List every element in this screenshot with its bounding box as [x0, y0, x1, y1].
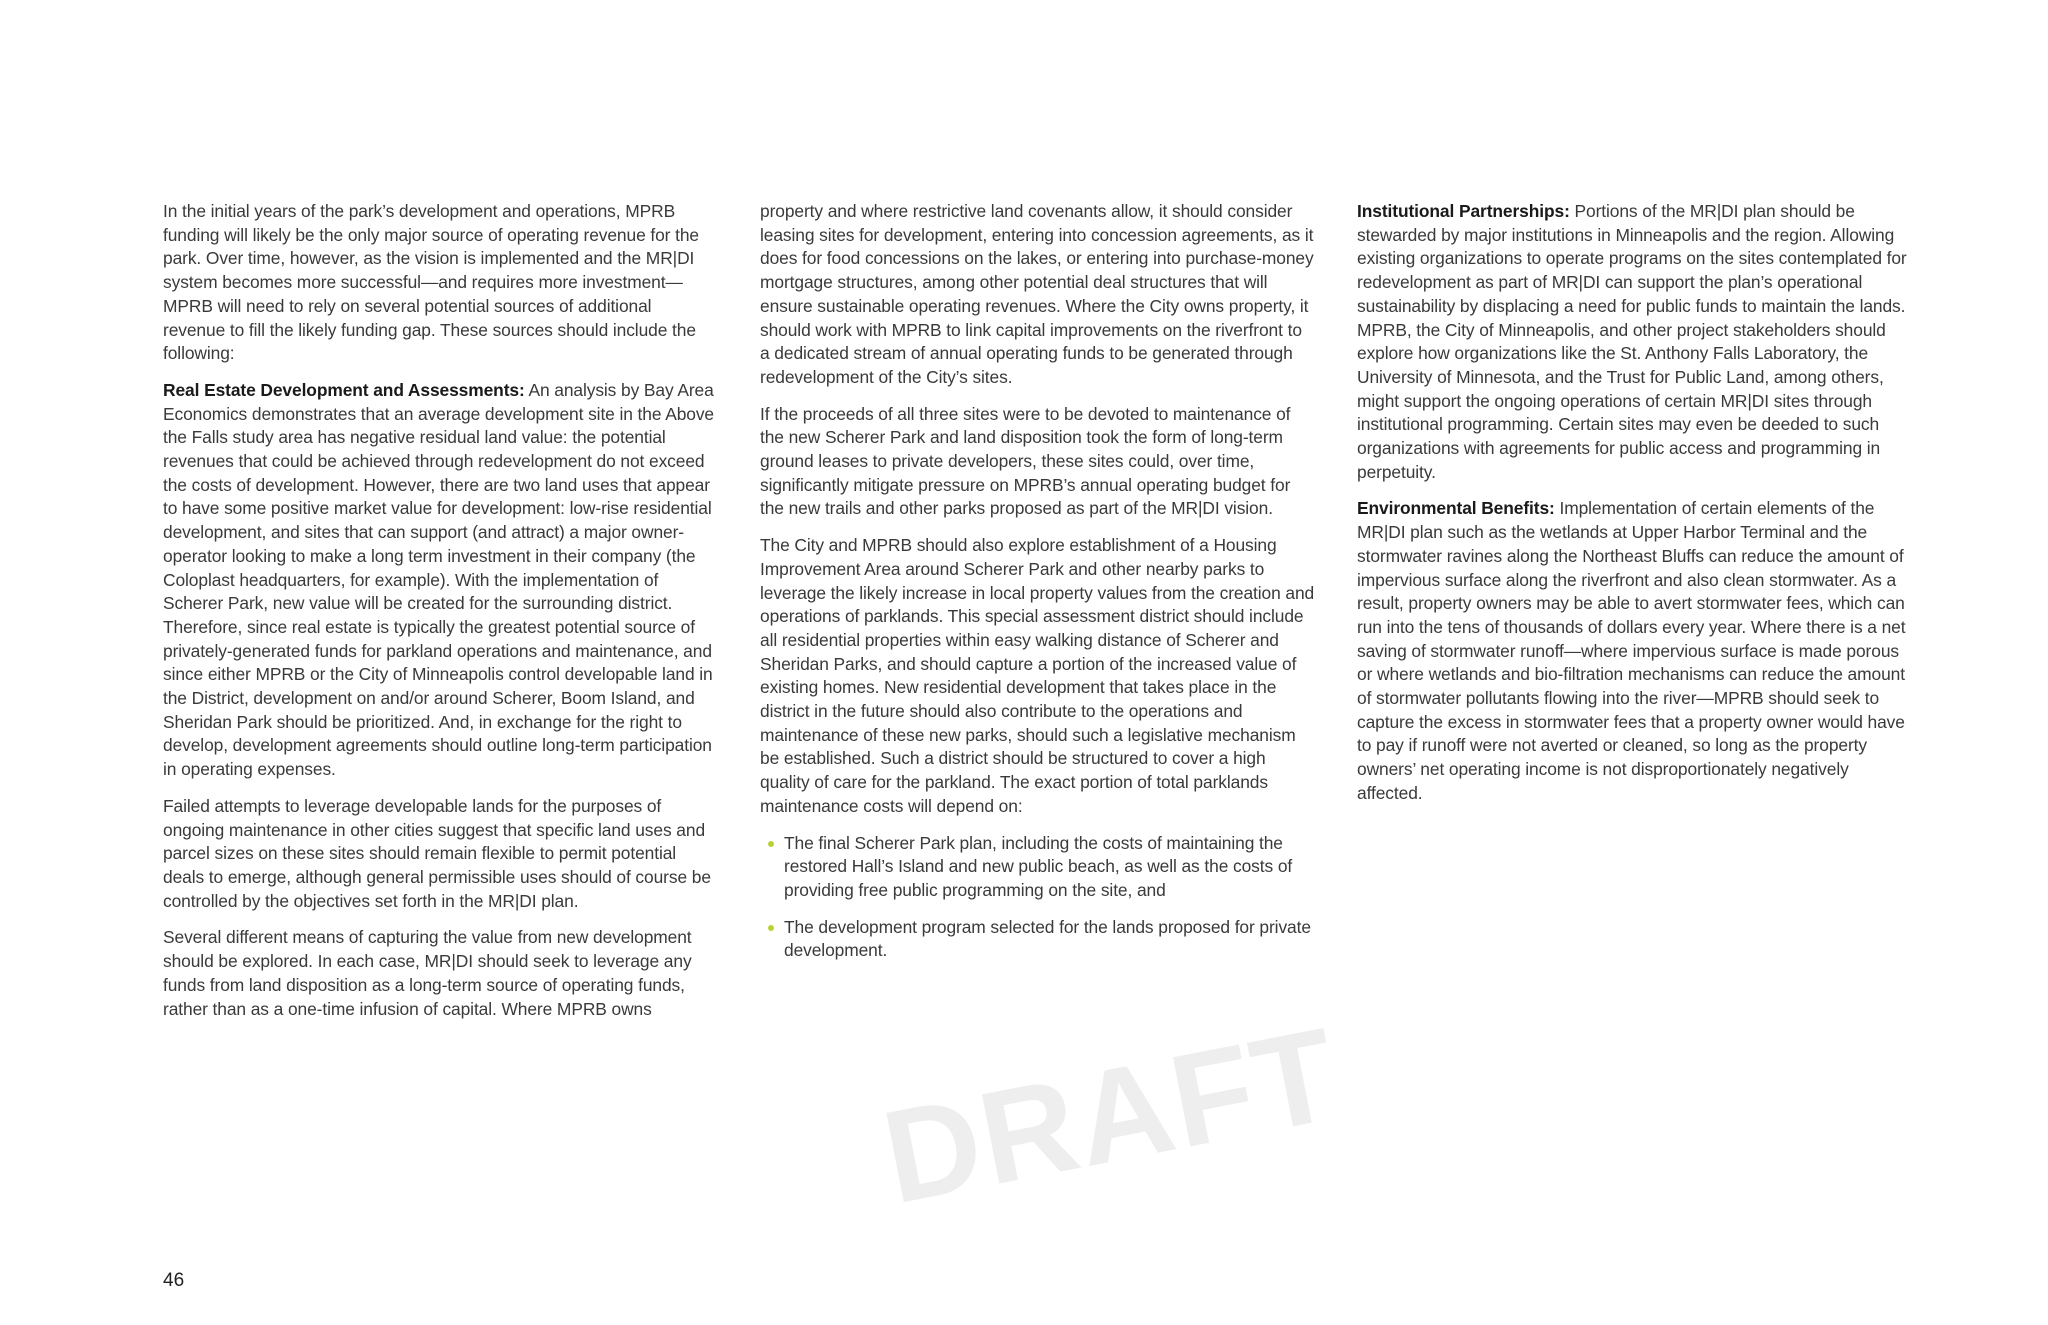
- capture-value-paragraph: Several different means of capturing the value from new development should be explored. In each case, MR|DI should seek to leverage any funds from land disposition as a long-term source of operating funds, rather than as a one-time infusion of capital. Where MPRB owns: [163, 927, 692, 1019]
- failed-attempts-paragraph: Failed attempts to leverage developable lands for the purposes of ongoing maintenance in other cities suggest that specific land uses and parcel sizes on these sites should remain flexible to permit potential deals to emerge, although general permissible uses should of course be controlled by the objectives set forth in the MR|DI plan.: [163, 795, 711, 911]
- list-item-text: The development program selected for the lands proposed for private development.: [784, 916, 1311, 961]
- property-paragraph: property and where restrictive land covenants allow, it should consider leasing sites for development, entering into concession agreements, as it does for food concessions on the lakes, or entering into purchase-money mortgage structures, among other potential deal structures that will ensure sustainable operating revenues. Where the City owns property, it should work with MPRB to link capital improvements on the riverfront to a dedicated stream of annual operating funds to be generated through redevelopment of the City’s sites.: [760, 201, 1314, 387]
- draft-watermark: DRAFT: [872, 999, 1350, 1232]
- institutional-partnerships-heading: Institutional Partnerships:: [1357, 201, 1570, 221]
- text-column-right: [1357, 200, 1912, 819]
- intro-paragraph: In the initial years of the park’s development and operations, MPRB funding will likely be the only major source of operating revenue for the park. Over time, however, as the vision is implemented and the MR|DI system becomes more successful—and requires more investment—MPRB will need to rely on several potential sources of additional revenue to fill the likely funding gap. These sources should include the following:: [163, 201, 699, 364]
- institutional-partnerships-body: Portions of the MR|DI plan should be stewarded by major institutions in Minneapolis and the region. Allowing existing organizations to operate programs on the sites contemplated for redevelopment as part of MR|DI can support the plan’s operational sustainability by displacing a need for public funds to maintain the lands. MPRB, the City of Minneapolis, and other project stakeholders should explore how organizations like the St. Anthony Falls Laboratory, the University of Minnesota, and the Trust for Public Land, among others, might support the ongoing operations of certain MR|DI sites through institutional programming. Certain sites may even be deeded to such organizations with agreements for public access and programming in perpetuity.: [1357, 201, 1907, 482]
- bullet-dot-icon: [768, 925, 774, 931]
- institutional-partnerships-paragraph: [1357, 200, 1912, 484]
- text-column-middle: [760, 200, 1315, 976]
- environmental-benefits-heading: Environmental Benefits:: [1357, 498, 1555, 519]
- cost-factors-list: [760, 832, 1315, 964]
- housing-improvement-paragraph: The City and MPRB should also explore establishment of a Housing Improvement Area around Scherer Park and other nearby parks to leverage the likely increase in local property values from the creation and operations of parklands. This special assessment district should include all residential properties within easy walking distance of Scherer and Sheridan Parks, and should capture a portion of the increased value of existing homes. New residential development that takes place in the district in the future should also contribute to the operations and maintenance of these new parks, should such a legislative mechanism be established. Such a district should be structured to cover a high quality of care for the parkland. The exact portion of total parklands maintenance costs will depend on:: [760, 535, 1315, 816]
- list-item: [784, 832, 1315, 903]
- text-column-left: [163, 200, 718, 1034]
- list-item-text: The final Scherer Park plan, including the costs of maintaining the restored Hall’s Island and new public beach, as well as the costs of providing free public programming on the site, and: [784, 832, 1293, 900]
- environmental-benefits-body: Implementation of certain elements of the MR|DI plan such as the wetlands at Upper Harbor Terminal and the stormwater ravines along the Northeast Bluffs can reduce the amount of impervious surface along the riverfront and also clean stormwater. As a result, property owners may be able to avert stormwater fees, which can run into the tens of thousands of dollars every year. Where there is a net saving of stormwater runoff—where impervious surface is made porous or where wetlands and bio-filtration mechanisms can reduce the amount of stormwater pollutants flowing into the river—MPRB should seek to capture the excess in stormwater fees that a property owner would have to pay if runoff were not averted or cleaned, so long as the property owners’ net operating income is not disproportionately negatively affected.: [1357, 498, 1906, 803]
- real-estate-body: An analysis by Bay Area Economics demonstrates that an average development site in the Above the Falls study area has negative residual land value: the potential revenues that could be achieved through redevelopment do not exceed the costs of development. However, there are two land uses that appear to have some positive market value for development: low-rise residential development, and sites that can support (and attract) a major owner-operator looking to make a long term investment in their company (the Coloplast headquarters, for example). With the implementation of Scherer Park, new value will be created for the surrounding district. Therefore, since real estate is typically the greatest potential source of privately-generated funds for parkland operations and maintenance, and since either MPRB or the City of Minneapolis control developable land in the District, development on and/or around Scherer, Boom Island, and Sheridan Park should be prioritized. And, in exchange for the right to develop, development agreements should outline long-term participation in operating expenses.: [163, 379, 714, 780]
- environmental-benefits-paragraph: [1357, 497, 1912, 805]
- list-item: [784, 916, 1315, 963]
- real-estate-paragraph: [163, 379, 718, 782]
- real-estate-heading: Real Estate Development and Assessments:: [163, 379, 525, 400]
- bullet-dot-icon: [768, 841, 774, 847]
- page-number: 46: [163, 1270, 185, 1291]
- proceeds-paragraph: If the proceeds of all three sites were to be devoted to maintenance of the new Scherer Park and land disposition took the form of long-term ground leases to private developers, these sites could, over time, significantly mitigate pressure on MPRB’s annual operating budget for the new trails and other parks proposed as part of the MR|DI vision.: [760, 403, 1291, 519]
